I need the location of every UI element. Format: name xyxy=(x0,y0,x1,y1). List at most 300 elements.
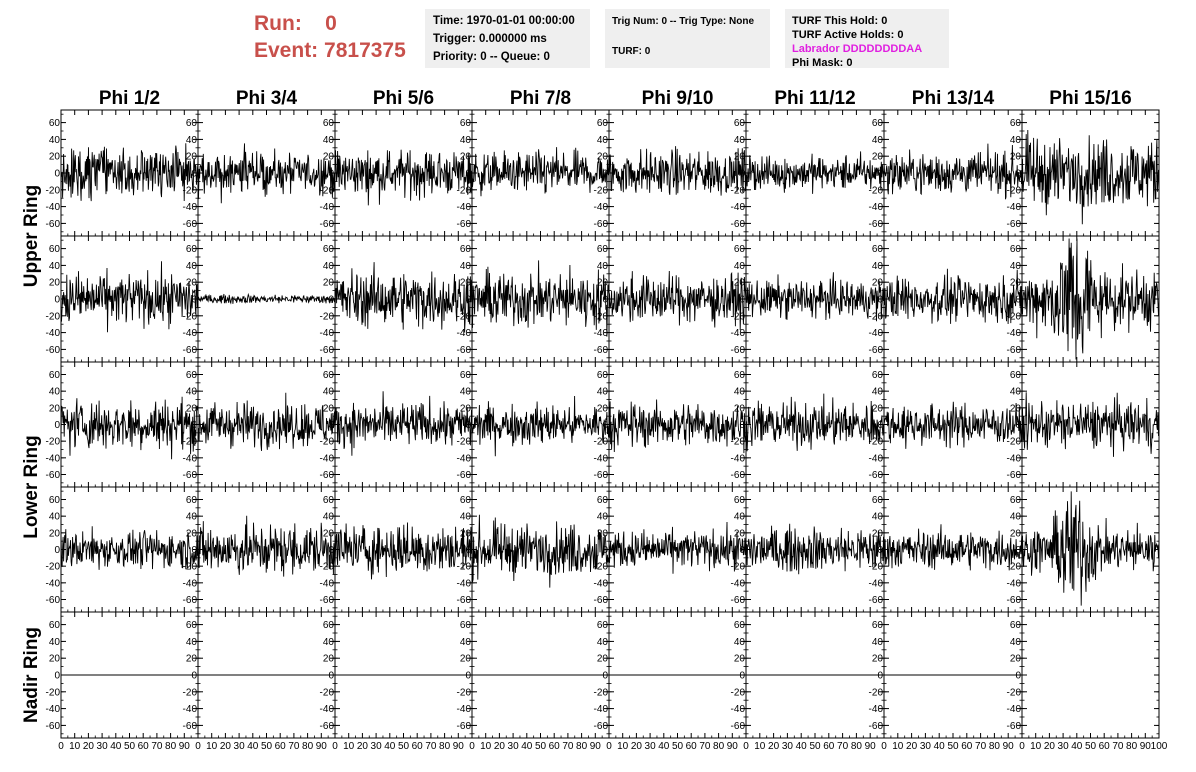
y-tick-label: 0 xyxy=(739,294,745,306)
x-tick-label: 50 xyxy=(809,741,821,752)
x-tick-label: 80 xyxy=(850,741,862,752)
x-tick-label: 70 xyxy=(288,741,300,752)
y-tick-label: 60 xyxy=(48,244,60,256)
x-tick-label: 30 xyxy=(96,741,108,752)
x-tick-label: 30 xyxy=(919,741,931,752)
x-tick-label: 90 xyxy=(726,741,738,752)
y-tick-label: 0 xyxy=(739,545,745,556)
y-tick-label: -60 xyxy=(456,344,471,356)
y-tick-label: -60 xyxy=(319,470,334,481)
x-tick-label: 30 xyxy=(370,741,382,752)
y-tick-label: 60 xyxy=(596,495,608,506)
y-tick-label: -20 xyxy=(730,185,745,197)
y-tick-label: 0 xyxy=(328,670,334,682)
y-tick-label: 60 xyxy=(733,620,745,632)
y-tick-label: -40 xyxy=(182,704,197,716)
y-tick-label: 60 xyxy=(1009,620,1021,632)
y-tick-label: -20 xyxy=(319,436,334,448)
y-tick-label: 0 xyxy=(54,294,60,306)
y-tick-label: -40 xyxy=(319,578,334,590)
x-tick-label: 10 xyxy=(1030,741,1042,752)
y-tick-label: -20 xyxy=(1006,311,1021,323)
x-tick-label: 40 xyxy=(1071,741,1083,752)
y-tick-label: 0 xyxy=(54,168,60,180)
y-tick-label: 0 xyxy=(739,420,745,431)
y-tick-label: 20 xyxy=(596,277,608,289)
y-tick-label: 60 xyxy=(1009,495,1021,506)
y-tick-label: -20 xyxy=(45,185,60,197)
y-tick-label: 20 xyxy=(459,277,471,289)
x-tick-label: 10 xyxy=(69,741,81,752)
x-tick-label: 0 xyxy=(743,741,749,752)
waveform-trace xyxy=(472,147,609,196)
x-tick-label: 70 xyxy=(699,741,711,752)
y-tick-label: -20 xyxy=(456,561,471,573)
waveform-trace xyxy=(472,396,609,456)
y-tick-label: 40 xyxy=(596,134,608,146)
y-tick-label: 20 xyxy=(1009,403,1021,415)
y-tick-label: 40 xyxy=(733,134,745,146)
column-title: Phi 7/8 xyxy=(509,88,572,109)
y-tick-label: 0 xyxy=(1015,670,1021,682)
y-tick-label: -60 xyxy=(1006,720,1021,732)
y-tick-label: 60 xyxy=(1009,118,1021,130)
x-tick-label: 20 xyxy=(82,741,94,752)
y-tick-label: 60 xyxy=(871,244,883,256)
y-tick-label: -20 xyxy=(868,561,883,573)
phi-mask-text: Phi Mask: 0 xyxy=(792,57,853,69)
y-tick-label: -60 xyxy=(182,218,197,230)
waveform-trace xyxy=(746,394,884,452)
y-tick-label: 20 xyxy=(871,528,883,540)
x-tick-label: 50 xyxy=(534,741,547,752)
y-tick-label: 0 xyxy=(328,294,334,306)
y-tick-label: -60 xyxy=(868,344,883,356)
x-tick-label: 40 xyxy=(795,741,807,752)
y-tick-label: -20 xyxy=(593,561,608,573)
y-tick-label: 0 xyxy=(191,420,197,431)
y-tick-label: -60 xyxy=(730,218,745,230)
y-tick-label: 0 xyxy=(602,168,608,180)
waveform-trace xyxy=(746,272,884,321)
x-tick-label: 10 xyxy=(754,741,766,752)
y-tick-label: 0 xyxy=(602,545,608,556)
y-tick-label: -20 xyxy=(319,687,334,699)
column-title: Phi 1/2 xyxy=(98,88,161,109)
y-tick-label: -40 xyxy=(45,453,60,465)
waveform-trace xyxy=(609,400,746,454)
x-tick-label: 40 xyxy=(247,741,259,752)
y-tick-label: 0 xyxy=(1015,168,1021,180)
y-tick-label: -60 xyxy=(45,218,60,230)
waveform-trace xyxy=(61,261,198,332)
y-tick-label: 20 xyxy=(1009,528,1021,540)
x-tick-label: 40 xyxy=(658,741,670,752)
waveform-trace xyxy=(335,391,472,455)
y-tick-label: 20 xyxy=(596,151,608,163)
x-tick-label: 80 xyxy=(165,741,177,752)
y-tick-label: 60 xyxy=(459,370,471,381)
x-tick-label: 0 xyxy=(606,741,612,752)
y-tick-label: 0 xyxy=(54,420,60,431)
y-tick-label: 60 xyxy=(185,620,197,632)
y-tick-label: -60 xyxy=(730,595,745,606)
y-tick-label: -40 xyxy=(456,202,471,214)
y-tick-label: 0 xyxy=(877,168,883,180)
y-tick-label: 0 xyxy=(328,545,334,556)
waveform-trace xyxy=(884,524,1022,570)
y-tick-label: 40 xyxy=(1009,260,1021,272)
y-tick-label: 20 xyxy=(871,403,883,415)
x-tick-label: 80 xyxy=(1126,741,1138,752)
y-tick-label: 20 xyxy=(322,528,334,540)
y-tick-label: -60 xyxy=(730,720,745,732)
y-tick-label: 60 xyxy=(733,244,745,256)
waveform-trace xyxy=(472,515,609,588)
y-tick-label: -40 xyxy=(456,704,471,716)
y-tick-label: -40 xyxy=(593,202,608,214)
waveform-trace xyxy=(198,294,335,304)
y-tick-label: 40 xyxy=(1009,636,1021,648)
y-tick-label: 0 xyxy=(602,670,608,682)
waveform-trace xyxy=(609,271,746,330)
y-tick-label: 0 xyxy=(191,168,197,180)
y-tick-label: -60 xyxy=(730,470,745,481)
y-tick-label: 40 xyxy=(871,511,883,523)
y-tick-label: 20 xyxy=(871,653,883,665)
y-tick-label: 20 xyxy=(459,403,471,415)
y-tick-label: -40 xyxy=(182,578,197,590)
x-tick-label: 80 xyxy=(713,741,725,752)
y-tick-label: -60 xyxy=(868,470,883,481)
waveform-trace xyxy=(746,151,884,197)
x-tick-label: 70 xyxy=(975,741,987,752)
y-tick-label: -20 xyxy=(868,687,883,699)
y-tick-label: 0 xyxy=(465,294,471,306)
column-title: Phi 5/6 xyxy=(372,88,435,109)
run-label: Run: xyxy=(254,12,302,35)
y-tick-label: -60 xyxy=(45,470,60,481)
y-tick-label: 60 xyxy=(871,620,883,632)
y-tick-label: 60 xyxy=(48,118,60,130)
y-tick-label: 60 xyxy=(322,244,334,256)
waveform-trace xyxy=(61,397,198,460)
x-tick-label: 100 xyxy=(1150,741,1168,752)
y-tick-label: 0 xyxy=(1015,545,1021,556)
x-tick-label: 30 xyxy=(1057,741,1069,752)
waveform-trace xyxy=(198,516,335,577)
waveform-trace xyxy=(198,393,335,451)
y-tick-label: 40 xyxy=(459,636,471,648)
y-tick-label: 40 xyxy=(1009,511,1021,523)
turf-active-holds-text: TURF Active Holds: 0 xyxy=(792,29,904,41)
y-tick-label: -40 xyxy=(868,202,883,214)
waveform-trace xyxy=(609,522,746,574)
y-tick-label: 40 xyxy=(596,636,608,648)
x-tick-label: 30 xyxy=(644,741,656,752)
y-tick-label: -60 xyxy=(868,720,883,732)
y-tick-label: 40 xyxy=(733,636,745,648)
y-tick-label: -20 xyxy=(456,185,471,197)
y-tick-label: -40 xyxy=(730,578,745,590)
y-tick-label: -60 xyxy=(730,344,745,356)
y-tick-label: 40 xyxy=(871,386,883,398)
y-tick-label: 0 xyxy=(877,294,883,306)
y-tick-label: 20 xyxy=(48,403,60,415)
priority-text: Priority: 0 -- Queue: 0 xyxy=(433,51,550,63)
row-label: Upper Ring xyxy=(21,184,42,288)
y-tick-label: -20 xyxy=(1006,436,1021,448)
y-tick-label: -60 xyxy=(868,218,883,230)
y-tick-label: -40 xyxy=(593,453,608,465)
y-tick-label: 60 xyxy=(322,118,334,130)
y-tick-label: 40 xyxy=(185,134,197,146)
waveform-trace xyxy=(1022,130,1159,224)
y-tick-label: 0 xyxy=(328,168,334,180)
x-tick-label: 40 xyxy=(110,741,122,752)
y-tick-label: 20 xyxy=(596,528,608,540)
y-tick-label: 20 xyxy=(733,653,745,665)
x-tick-label: 60 xyxy=(548,741,560,752)
waveform-trace xyxy=(1022,392,1159,457)
panel-frame xyxy=(1022,612,1159,738)
x-tick-label: 80 xyxy=(576,741,588,752)
y-tick-label: -20 xyxy=(593,311,608,323)
y-tick-label: -40 xyxy=(868,704,883,716)
x-tick-label: 20 xyxy=(493,741,505,752)
y-tick-label: 60 xyxy=(459,620,471,632)
x-tick-label: 90 xyxy=(178,741,190,752)
turf-this-hold-text: TURF This Hold: 0 xyxy=(792,15,888,27)
y-tick-label: -60 xyxy=(456,218,471,230)
y-tick-label: -60 xyxy=(182,344,197,356)
y-tick-label: -60 xyxy=(319,344,334,356)
y-tick-label: 60 xyxy=(322,620,334,632)
waveform-trace xyxy=(198,143,335,203)
y-tick-label: 0 xyxy=(602,420,608,431)
y-tick-label: -60 xyxy=(593,720,608,732)
x-tick-label: 10 xyxy=(343,741,355,752)
y-tick-label: -20 xyxy=(319,185,334,197)
time-text: Time: 1970-01-01 00:00:00 xyxy=(433,15,575,27)
y-tick-label: -20 xyxy=(1006,561,1021,573)
y-tick-label: -20 xyxy=(45,436,60,448)
y-tick-label: -40 xyxy=(1006,202,1021,214)
y-tick-label: -60 xyxy=(182,595,197,606)
y-tick-label: -60 xyxy=(319,218,334,230)
x-tick-label: 60 xyxy=(1098,741,1110,752)
event-label: Event: xyxy=(254,39,319,62)
x-tick-label: 60 xyxy=(961,741,973,752)
y-tick-label: 60 xyxy=(48,370,60,381)
waveform-trace xyxy=(61,143,198,201)
waveform-trace xyxy=(335,262,472,332)
y-tick-label: 0 xyxy=(877,545,883,556)
x-tick-label: 60 xyxy=(685,741,697,752)
x-tick-label: 0 xyxy=(332,741,338,752)
y-tick-label: -40 xyxy=(45,704,60,716)
y-tick-label: 20 xyxy=(596,653,608,665)
y-tick-label: -60 xyxy=(1006,470,1021,481)
y-tick-label: 20 xyxy=(871,151,883,163)
x-tick-label: 50 xyxy=(671,741,684,752)
y-tick-label: -20 xyxy=(456,436,471,448)
y-tick-label: 60 xyxy=(459,118,471,130)
y-tick-label: 60 xyxy=(871,495,883,506)
y-tick-label: 20 xyxy=(48,277,60,289)
y-tick-label: -40 xyxy=(319,328,334,340)
x-tick-label: 50 xyxy=(1084,741,1097,752)
y-tick-label: -40 xyxy=(868,453,883,465)
y-tick-label: 40 xyxy=(733,511,745,523)
y-tick-label: -40 xyxy=(730,328,745,340)
y-tick-label: 60 xyxy=(733,370,745,381)
y-tick-label: -20 xyxy=(45,687,60,699)
y-tick-label: 40 xyxy=(185,511,197,523)
y-tick-label: 20 xyxy=(185,528,197,540)
y-tick-label: 60 xyxy=(871,118,883,130)
y-tick-label: 60 xyxy=(733,495,745,506)
y-tick-label: 40 xyxy=(48,386,60,398)
x-tick-label: 20 xyxy=(906,741,918,752)
y-tick-label: 60 xyxy=(185,118,197,130)
y-tick-label: -60 xyxy=(45,595,60,606)
y-tick-label: 0 xyxy=(602,294,608,306)
y-tick-label: -60 xyxy=(593,470,608,481)
labrador-text: Labrador DDDDDDDDAA xyxy=(792,43,923,55)
y-tick-label: -40 xyxy=(868,578,883,590)
y-tick-label: -20 xyxy=(730,311,745,323)
x-tick-label: 60 xyxy=(274,741,286,752)
column-title: Phi 9/10 xyxy=(641,88,714,109)
y-tick-label: 40 xyxy=(48,260,60,272)
y-tick-label: -60 xyxy=(593,218,608,230)
y-tick-label: -40 xyxy=(456,328,471,340)
y-tick-label: 40 xyxy=(322,386,334,398)
y-tick-label: -60 xyxy=(1006,218,1021,230)
y-tick-label: 20 xyxy=(48,528,60,540)
y-tick-label: -20 xyxy=(319,311,334,323)
y-tick-label: -20 xyxy=(868,185,883,197)
y-tick-label: -40 xyxy=(1006,578,1021,590)
y-tick-label: -40 xyxy=(182,328,197,340)
y-tick-label: -60 xyxy=(182,470,197,481)
x-tick-label: 90 xyxy=(452,741,464,752)
y-tick-label: 40 xyxy=(48,636,60,648)
y-tick-label: 20 xyxy=(733,151,745,163)
y-tick-label: 40 xyxy=(596,386,608,398)
x-tick-label: 0 xyxy=(469,741,475,752)
y-tick-label: 20 xyxy=(185,277,197,289)
y-tick-label: 20 xyxy=(185,151,197,163)
y-tick-label: -40 xyxy=(45,202,60,214)
y-tick-label: 0 xyxy=(877,670,883,682)
trig-num-text: Trig Num: 0 -- Trig Type: None xyxy=(612,16,755,27)
x-tick-label: 90 xyxy=(315,741,327,752)
y-tick-label: -20 xyxy=(456,311,471,323)
y-tick-label: 20 xyxy=(322,151,334,163)
y-tick-label: 40 xyxy=(1009,386,1021,398)
y-tick-label: 20 xyxy=(1009,277,1021,289)
x-tick-label: 10 xyxy=(892,741,904,752)
y-tick-label: -20 xyxy=(730,436,745,448)
y-tick-label: -20 xyxy=(868,311,883,323)
y-tick-label: 0 xyxy=(739,168,745,180)
y-tick-label: -20 xyxy=(593,185,608,197)
y-tick-label: 0 xyxy=(877,420,883,431)
x-tick-label: 0 xyxy=(58,741,64,752)
y-tick-label: -20 xyxy=(319,561,334,573)
y-tick-label: -60 xyxy=(45,344,60,356)
y-tick-label: 20 xyxy=(322,653,334,665)
y-tick-label: 0 xyxy=(739,670,745,682)
waveform-trace xyxy=(884,144,1022,200)
y-tick-label: -60 xyxy=(456,595,471,606)
y-tick-label: 20 xyxy=(322,277,334,289)
y-tick-label: -20 xyxy=(868,436,883,448)
y-tick-label: 20 xyxy=(185,653,197,665)
x-tick-label: 70 xyxy=(1112,741,1124,752)
waveform-trace xyxy=(746,524,884,575)
y-tick-label: -40 xyxy=(730,453,745,465)
turf-text: TURF: 0 xyxy=(612,46,651,57)
x-tick-label: 40 xyxy=(384,741,396,752)
y-tick-label: 0 xyxy=(1015,294,1021,306)
y-tick-label: 0 xyxy=(465,670,471,682)
event-value: 7817375 xyxy=(324,39,406,62)
y-tick-label: -20 xyxy=(182,436,197,448)
waveform-trace xyxy=(609,146,746,196)
y-tick-label: -20 xyxy=(1006,185,1021,197)
y-tick-label: -60 xyxy=(45,720,60,732)
y-tick-label: 0 xyxy=(54,545,60,556)
x-tick-label: 80 xyxy=(302,741,314,752)
y-tick-label: 60 xyxy=(596,118,608,130)
y-tick-label: -40 xyxy=(45,578,60,590)
y-tick-label: 40 xyxy=(322,636,334,648)
y-tick-label: 20 xyxy=(459,653,471,665)
x-tick-label: 10 xyxy=(617,741,629,752)
y-tick-label: -60 xyxy=(868,595,883,606)
y-tick-label: 40 xyxy=(185,636,197,648)
y-tick-label: -20 xyxy=(1006,687,1021,699)
x-tick-label: 60 xyxy=(137,741,149,752)
y-tick-label: 60 xyxy=(733,118,745,130)
y-tick-label: -40 xyxy=(182,202,197,214)
y-tick-label: -60 xyxy=(456,720,471,732)
x-tick-label: 20 xyxy=(356,741,368,752)
waveform-trace xyxy=(472,260,609,336)
y-tick-label: 60 xyxy=(185,370,197,381)
x-tick-label: 50 xyxy=(260,741,273,752)
y-tick-label: -60 xyxy=(1006,595,1021,606)
y-tick-label: 40 xyxy=(185,386,197,398)
x-tick-label: 50 xyxy=(123,741,136,752)
y-tick-label: 40 xyxy=(1009,134,1021,146)
row-label: Nadir Ring xyxy=(21,626,42,724)
y-tick-label: 20 xyxy=(733,277,745,289)
y-tick-label: 40 xyxy=(48,134,60,146)
y-tick-label: 20 xyxy=(459,528,471,540)
x-tick-label: 20 xyxy=(630,741,642,752)
y-tick-label: -60 xyxy=(593,595,608,606)
y-tick-label: 40 xyxy=(459,386,471,398)
x-tick-label: 10 xyxy=(480,741,492,752)
y-tick-label: 60 xyxy=(596,244,608,256)
y-tick-label: -40 xyxy=(319,453,334,465)
y-tick-label: 0 xyxy=(1015,420,1021,431)
x-tick-label: 90 xyxy=(1002,741,1014,752)
